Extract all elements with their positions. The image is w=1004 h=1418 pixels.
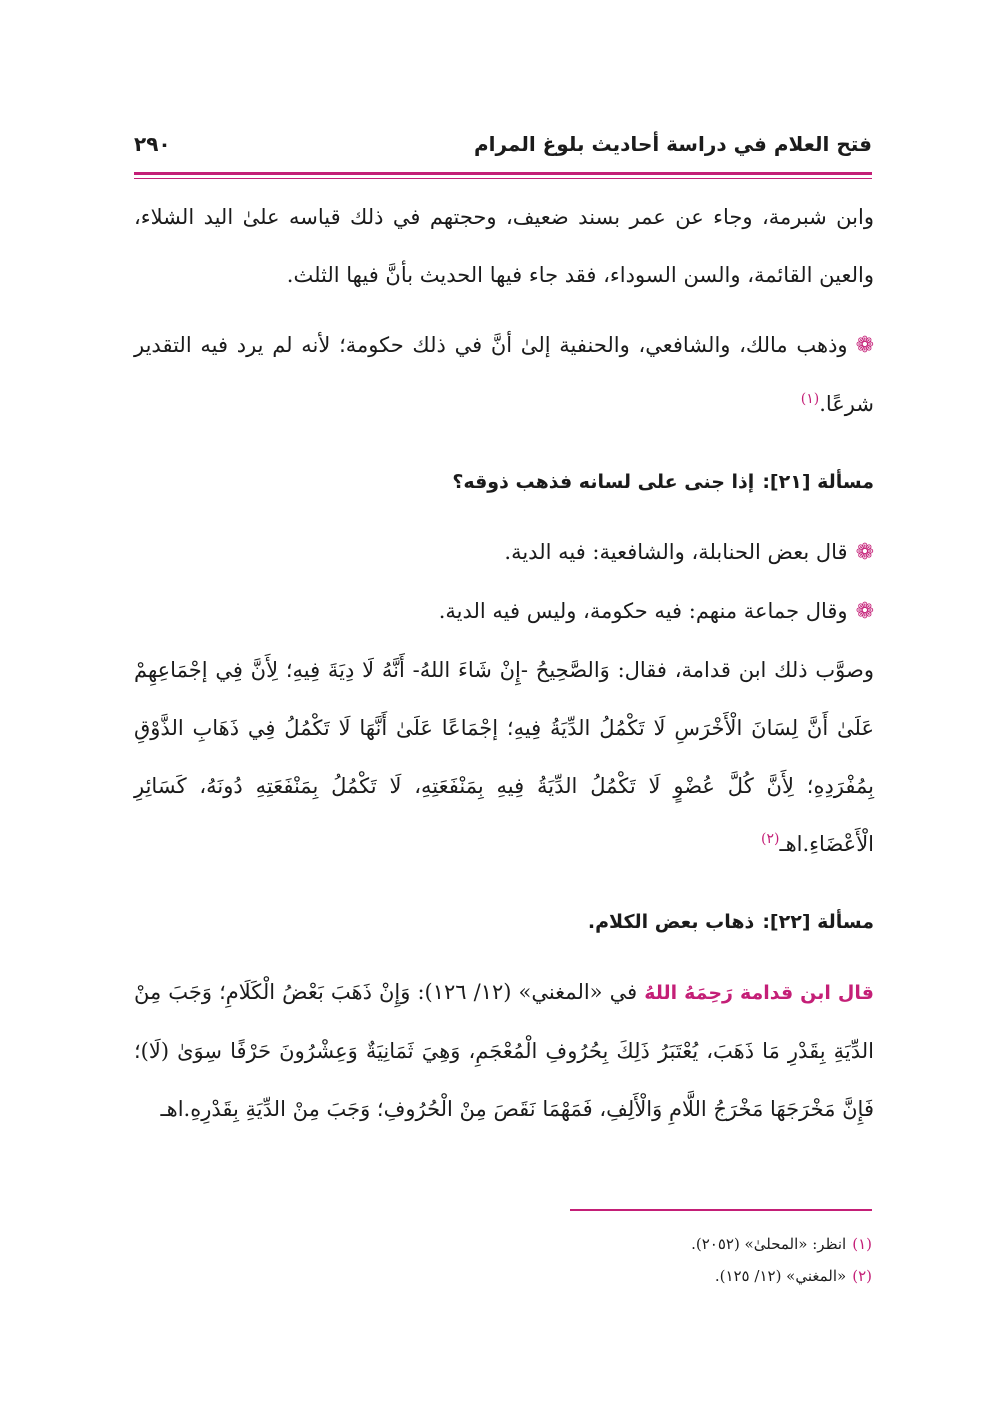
footnote-ref-1[interactable]: (١) — [800, 391, 820, 407]
flower-bullet-icon: ❁ — [855, 540, 874, 565]
paragraph-1-text: وابن شبرمة، وجاء عن عمر بسند ضعيف، وحجتهم في ذلك قياسه علىٰ اليد الشلاء، والعين القائمة، والسن السوداء، فقد جاء فيها الحديث بأنَّ فيها الثلث. — [134, 205, 874, 287]
bullet-item-2-text: وقال جماعة منهم: فيه حكومة، وليس فيه الدية. — [438, 599, 848, 623]
page-number: ٢٩٠ — [134, 132, 171, 156]
quoted-scholar-name: قال ابن قدامة رَحِمَهُ اللهُ — [644, 982, 874, 1004]
footnote-1 — [134, 1228, 872, 1260]
bullet-item-1-text: قال بعض الحنابلة، والشافعية: فيه الدية. — [504, 540, 848, 564]
flower-bullet-icon: ❁ — [855, 333, 874, 358]
paragraph-3 — [134, 641, 874, 873]
bullet-item-1 — [134, 523, 874, 582]
footnotes — [134, 1228, 872, 1292]
footnote-1-number: (١) — [852, 1235, 872, 1253]
footnote-1-text: انظر: «المحلىٰ» (٢٠٥٢). — [691, 1235, 847, 1253]
footnote-2-number: (٢) — [852, 1267, 872, 1285]
footnote-ref-2[interactable]: (٢) — [760, 831, 780, 847]
paragraph-4-text: في «المغني» (١٢/ ١٢٦): وَإِنْ ذَهَبَ بَعْضُ الْكَلَامِ؛ وَجَبَ مِنْ الدِّيَةِ بِقَدْرِ مَا ذَهَبَ، يُعْتَبَرُ ذَلِكَ بِحُرُوفِ الْمُعْجَمِ، وَهِيَ ثَمَانِيَةٌ وَعِشْرُونَ حَرْفًا سِوَىٰ (لَا)؛ فَإِنَّ مَخْرَجَهَا مَخْرَجُ اللَّامِ وَالْأَلِفِ، فَمَهْمَا نَقَصَ مِنْ الْحُرُوفِ؛ وَجَبَ مِنْ الدِّيَةِ بِقَدْرِهِ.اهـ — [134, 980, 874, 1121]
issue-21-label: مسألة [٢١]: — [762, 471, 874, 493]
header-rule-thin — [134, 178, 872, 179]
main-text — [134, 188, 874, 1138]
footnote-separator — [570, 1209, 872, 1211]
issue-22-heading — [134, 893, 874, 951]
paragraph-4 — [134, 963, 874, 1138]
footnote-2 — [134, 1260, 872, 1292]
book-title: فتح العلام في دراسة أحاديث بلوغ المرام — [473, 132, 872, 156]
flower-bullet-icon: ❁ — [855, 599, 874, 624]
bullet-item-2 — [134, 582, 874, 641]
issue-22-label: مسألة [٢٢]: — [762, 911, 874, 933]
issue-22-title: ذهاب بعض الكلام. — [587, 911, 755, 933]
footnote-2-text: «المغني» (١٢/ ١٢٥). — [714, 1267, 847, 1285]
paragraph-1 — [134, 188, 874, 304]
paragraph-2 — [134, 316, 874, 433]
running-header — [134, 128, 872, 168]
issue-21-heading — [134, 453, 874, 511]
header-rule-thick — [134, 172, 872, 175]
issue-21-title: إذا جنى على لسانه فذهب ذوقه؟ — [452, 471, 755, 493]
paragraph-2-text: وذهب مالك، والشافعي، والحنفية إلىٰ أنَّ في ذلك حكومة؛ لأنه لم يرد فيه التقدير شرعًا. — [134, 333, 874, 416]
paragraph-3-text: وصوَّب ذلك ابن قدامة، فقال: وَالصَّحِيحُ -إِنْ شَاءَ اللهُ- أَنَّهُ لَا دِيَةَ فِيهِ؛ لِأَنَّ فِي إجْمَاعِهِمْ عَلَىٰ أَنَّ لِسَانَ الْأَخْرَسِ لَا تَكْمُلُ الدِّيَةُ فِيهِ؛ إجْمَاعًا عَلَىٰ أَنَّهَا لَا تَكْمُلُ فِي ذَهَابِ الذَّوْقِ بِمُفْرَدِهِ؛ لِأَنَّ كُلَّ عُضْوٍ لَا تَكْمُلُ الدِّيَةُ فِيهِ بِمَنْفَعَتِهِ، لَا تَكْمُلُ بِمَنْفَعَتِهِ دُونَهُ، كَسَائِرِ الْأَعْضَاءِ.اهـ — [134, 658, 874, 856]
